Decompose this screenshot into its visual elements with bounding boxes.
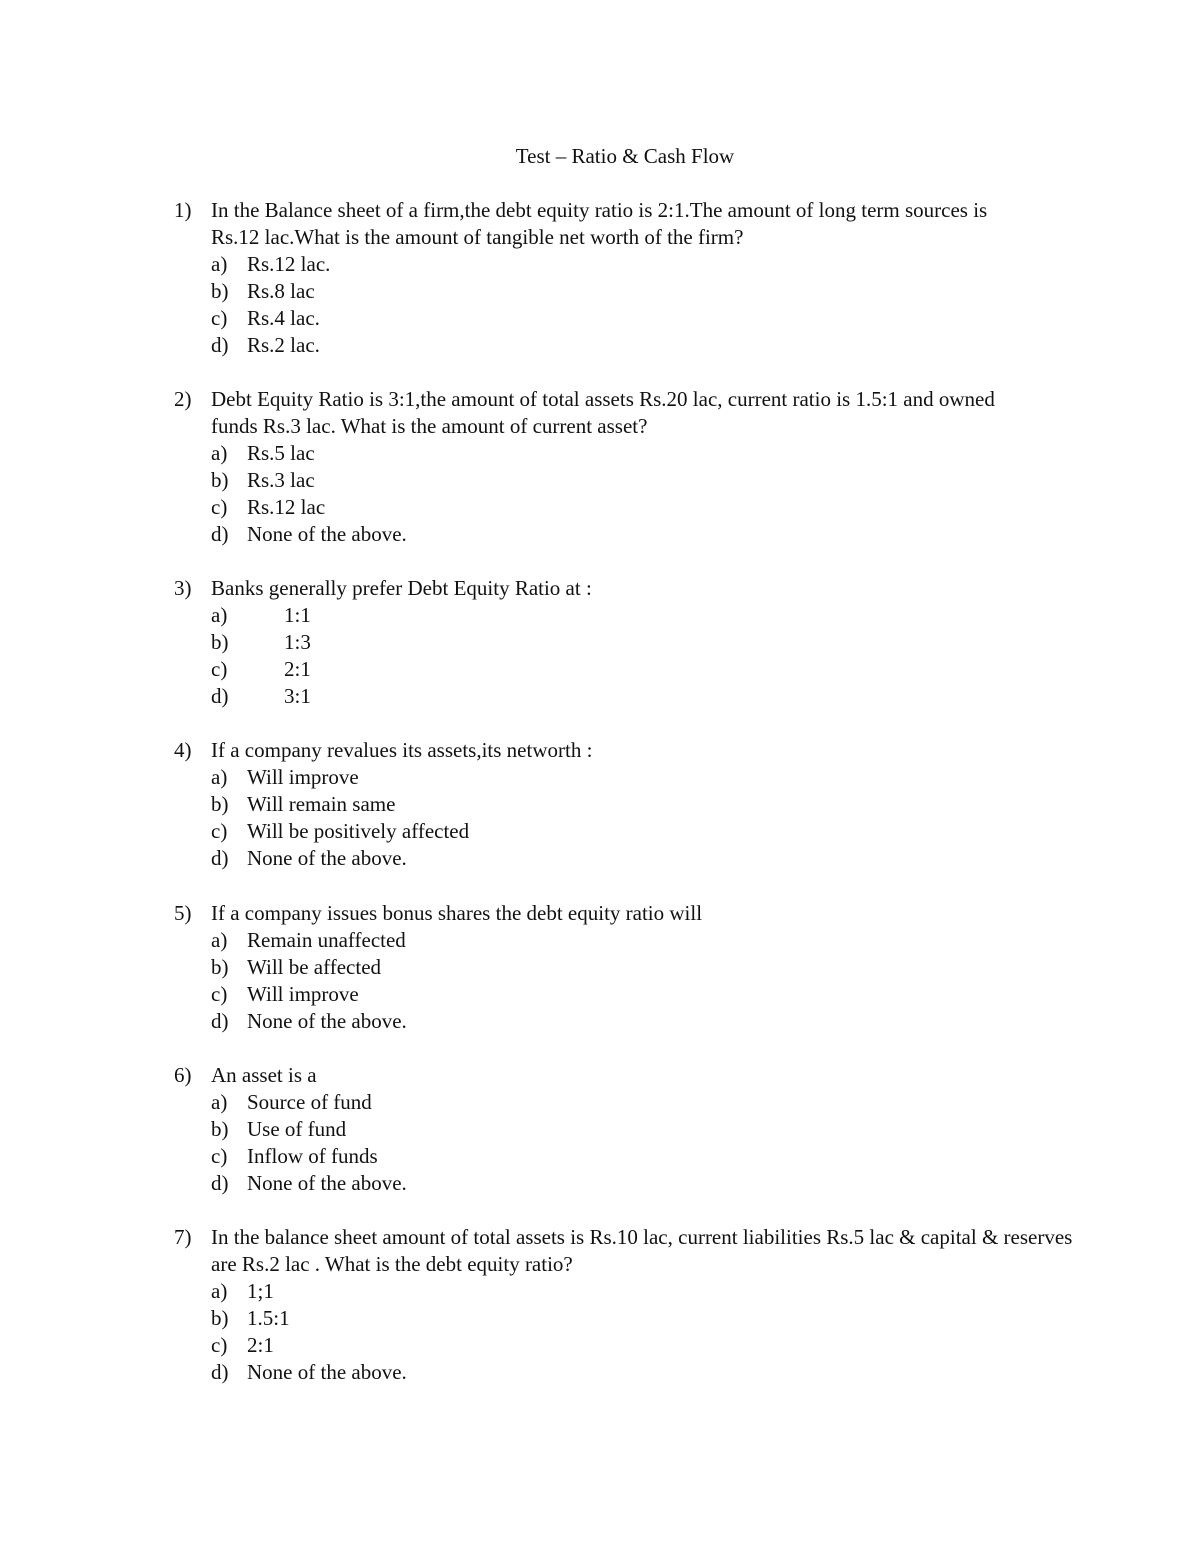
option-letter: b) bbox=[211, 468, 229, 492]
option-a bbox=[211, 927, 1094, 954]
option-text: 3:1 bbox=[284, 684, 311, 708]
question-6 bbox=[174, 1062, 1094, 1197]
option-a bbox=[211, 251, 1094, 278]
option-a bbox=[211, 1278, 1094, 1305]
option-c bbox=[211, 494, 1094, 521]
option-text: 1;1 bbox=[247, 1279, 274, 1303]
option-d bbox=[211, 332, 1094, 359]
option-a bbox=[211, 764, 1094, 791]
question-text: Debt Equity Ratio is 3:1,the amount of total assets Rs.20 lac, current ratio is 1.5:1 and owned funds Rs.3 lac. What is the amount of current asset? bbox=[211, 387, 995, 438]
option-c bbox=[211, 1332, 1094, 1359]
question-3 bbox=[174, 575, 1094, 710]
options-list bbox=[174, 927, 1094, 1035]
option-letter: c) bbox=[211, 1144, 228, 1168]
option-a bbox=[211, 602, 1094, 629]
question-5 bbox=[174, 900, 1094, 1035]
question-number: 6) bbox=[174, 1063, 192, 1087]
option-text: None of the above. bbox=[247, 1171, 407, 1195]
option-b bbox=[211, 467, 1094, 494]
option-b bbox=[211, 629, 1094, 656]
question-text: If a company issues bonus shares the debt equity ratio will bbox=[211, 901, 703, 925]
option-text: Use of fund bbox=[247, 1117, 347, 1141]
option-text: 2:1 bbox=[284, 657, 311, 681]
option-letter: c) bbox=[211, 1333, 228, 1357]
option-text: Will be affected bbox=[247, 955, 382, 979]
option-text: 2:1 bbox=[247, 1333, 274, 1357]
option-b bbox=[211, 791, 1094, 818]
option-text: Rs.3 lac bbox=[247, 468, 315, 492]
question-text: In the balance sheet amount of total assets is Rs.10 lac, current liabilities Rs.5 lac & capital & reserves are Rs.2 lac . What is the debt equity ratio? bbox=[211, 1225, 1073, 1276]
option-text: Rs.5 lac bbox=[247, 441, 315, 465]
option-c bbox=[211, 656, 1094, 683]
question-number: 2) bbox=[174, 387, 192, 411]
question-number: 4) bbox=[174, 738, 192, 762]
option-letter: a) bbox=[211, 1279, 228, 1303]
question-text: If a company revalues its assets,its networth : bbox=[211, 738, 593, 762]
options-list bbox=[174, 764, 1094, 872]
option-a bbox=[211, 1089, 1094, 1116]
option-letter: a) bbox=[211, 603, 228, 627]
option-text: Rs.4 lac. bbox=[247, 306, 320, 330]
option-text: Will remain same bbox=[247, 792, 396, 816]
question-1 bbox=[174, 197, 1094, 359]
option-b bbox=[211, 278, 1094, 305]
option-c bbox=[211, 981, 1094, 1008]
option-b bbox=[211, 1305, 1094, 1332]
option-letter: d) bbox=[211, 333, 229, 357]
option-letter: d) bbox=[211, 522, 229, 546]
options-list bbox=[174, 251, 1094, 359]
option-text: Inflow of funds bbox=[247, 1144, 378, 1168]
option-c bbox=[211, 1143, 1094, 1170]
options-list bbox=[174, 602, 1094, 710]
option-b bbox=[211, 954, 1094, 981]
option-c bbox=[211, 305, 1094, 332]
option-letter: c) bbox=[211, 819, 228, 843]
question-2 bbox=[174, 386, 1094, 548]
option-letter: b) bbox=[211, 1306, 229, 1330]
question-text: Banks generally prefer Debt Equity Ratio at : bbox=[211, 576, 592, 600]
option-letter: d) bbox=[211, 1171, 229, 1195]
option-letter: a) bbox=[211, 252, 228, 276]
option-text: Rs.12 lac bbox=[247, 495, 326, 519]
option-d bbox=[211, 683, 1094, 710]
option-d bbox=[211, 521, 1094, 548]
question-number: 1) bbox=[174, 198, 192, 222]
option-text: None of the above. bbox=[247, 522, 407, 546]
option-d bbox=[211, 1359, 1094, 1386]
option-text: 1.5:1 bbox=[247, 1306, 290, 1330]
option-text: 1:3 bbox=[284, 630, 311, 654]
option-letter: d) bbox=[211, 1360, 229, 1384]
question-text: In the Balance sheet of a firm,the debt equity ratio is 2:1.The amount of long term sources is Rs.12 lac.What is the amount of tangible net worth of the firm? bbox=[211, 198, 988, 249]
option-text: Rs.12 lac. bbox=[247, 252, 331, 276]
option-letter: c) bbox=[211, 657, 228, 681]
option-c bbox=[211, 818, 1094, 845]
option-text: Rs.8 lac bbox=[247, 279, 315, 303]
option-b bbox=[211, 1116, 1094, 1143]
option-text: Will improve bbox=[247, 982, 359, 1006]
option-text: None of the above. bbox=[247, 1009, 407, 1033]
options-list bbox=[174, 440, 1094, 548]
question-number: 5) bbox=[174, 901, 192, 925]
option-d bbox=[211, 1170, 1094, 1197]
option-text: Source of fund bbox=[247, 1090, 372, 1114]
options-list bbox=[174, 1278, 1094, 1386]
options-list bbox=[174, 1089, 1094, 1197]
question-4 bbox=[174, 737, 1094, 872]
option-letter: c) bbox=[211, 495, 228, 519]
option-text: None of the above. bbox=[247, 1360, 407, 1384]
option-text: Will be positively affected bbox=[247, 819, 470, 843]
option-text: 1:1 bbox=[284, 603, 311, 627]
option-letter: c) bbox=[211, 982, 228, 1006]
option-letter: c) bbox=[211, 306, 228, 330]
option-letter: b) bbox=[211, 1117, 229, 1141]
option-letter: a) bbox=[211, 1090, 228, 1114]
question-7 bbox=[174, 1224, 1094, 1386]
question-number: 3) bbox=[174, 576, 192, 600]
option-letter: a) bbox=[211, 441, 228, 465]
option-letter: a) bbox=[211, 765, 228, 789]
option-d bbox=[211, 1008, 1094, 1035]
page-title: Test – Ratio & Cash Flow bbox=[515, 144, 735, 168]
option-a bbox=[211, 440, 1094, 467]
option-letter: b) bbox=[211, 792, 229, 816]
option-letter: d) bbox=[211, 1009, 229, 1033]
question-number: 7) bbox=[174, 1225, 192, 1249]
option-letter: b) bbox=[211, 955, 229, 979]
option-text: Will improve bbox=[247, 765, 359, 789]
option-letter: a) bbox=[211, 928, 228, 952]
option-letter: b) bbox=[211, 630, 229, 654]
option-letter: b) bbox=[211, 279, 229, 303]
option-text: Rs.2 lac. bbox=[247, 333, 320, 357]
option-text: None of the above. bbox=[247, 846, 407, 870]
option-letter: d) bbox=[211, 846, 229, 870]
option-letter: d) bbox=[211, 684, 229, 708]
question-text: An asset is a bbox=[211, 1063, 317, 1087]
option-d bbox=[211, 845, 1094, 872]
option-text: Remain unaffected bbox=[247, 928, 406, 952]
